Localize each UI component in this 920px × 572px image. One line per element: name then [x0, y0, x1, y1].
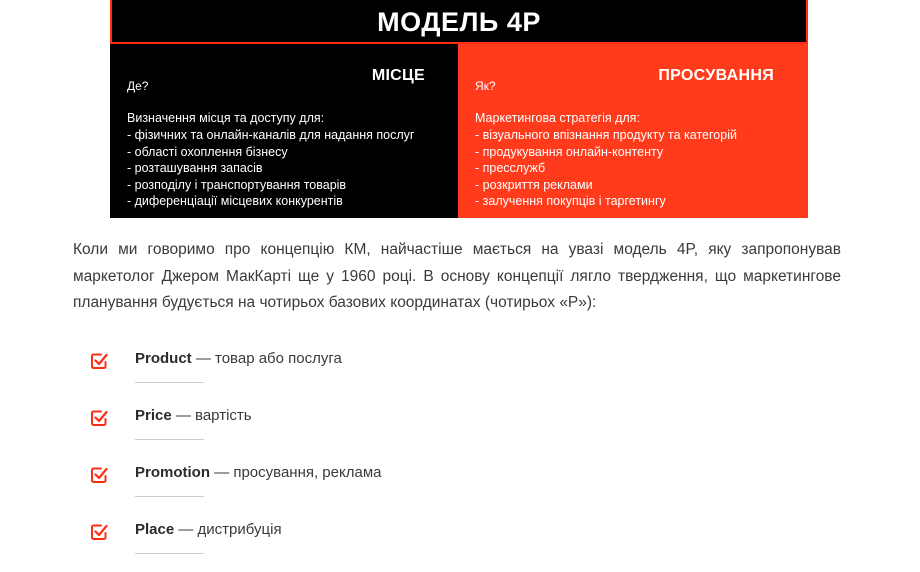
place-list-item: - фізичних та онлайн-каналів для надання послуг — [127, 128, 415, 142]
checkbox-check-icon — [90, 523, 108, 541]
promotion-lead: Маркетингова стратегія для: — [475, 111, 640, 125]
place-lead: Визначення місця та доступу для: — [127, 111, 325, 125]
promotion-list-item: - розкриття реклами — [475, 177, 593, 192]
checklist-desc: — просування, реклама — [210, 464, 382, 481]
checkbox-check-icon — [90, 352, 108, 370]
checklist-desc: — товар або послуга — [191, 350, 342, 367]
checklist-term: Product — [135, 350, 192, 367]
place-question: Де? — [127, 79, 149, 93]
promotion-list-item: - продукування онлайн-контенту — [475, 144, 664, 159]
checklist-item — [90, 519, 490, 572]
checklist-divider — [135, 553, 204, 554]
place-panel — [110, 44, 458, 218]
intro-paragraph: Коли ми говоримо про концепцію КМ, найчастіше мається на увазі модель 4P, яку запропонував маркетолог Джером МакКарті ще у 1960 році. В основу концепції лягло твердження, що маркетингове планування будується на чотирьох базових координатах (чотирьох «P»): — [73, 241, 841, 311]
promotion-question: Як? — [475, 79, 496, 93]
promotion-heading: ПРОСУВАННЯ — [658, 67, 774, 84]
checklist-divider — [135, 496, 204, 497]
place-list — [127, 127, 414, 210]
four-p-checklist — [90, 348, 490, 572]
checklist-desc: — вартість — [171, 407, 252, 424]
promotion-list-item: - візуального впізнання продукту та категорій — [475, 128, 737, 142]
promotion-list — [475, 127, 737, 210]
checkbox-check-icon — [90, 409, 108, 427]
checklist-text — [135, 350, 342, 367]
checklist-text — [135, 464, 381, 481]
checklist-item — [90, 405, 490, 462]
promotion-list-item: - пресслужб — [475, 161, 546, 175]
checklist-text — [135, 407, 252, 424]
checklist-desc: — дистрибуція — [174, 521, 282, 538]
checklist-divider — [135, 439, 204, 440]
banner-title: МОДЕЛЬ 4P — [110, 0, 808, 44]
checklist-term: Promotion — [135, 464, 210, 481]
checklist-divider — [135, 382, 204, 383]
place-list-item: - розподілу і транспортування товарів — [127, 177, 347, 192]
place-list-item: - області охоплення бізнесу — [127, 144, 288, 159]
place-heading: МІСЦЕ — [371, 67, 425, 84]
checklist-item — [90, 462, 490, 519]
place-list-item: - диференціації місцевих конкурентів — [127, 194, 343, 208]
checkbox-check-icon — [90, 466, 108, 484]
promotion-panel — [458, 44, 808, 218]
checklist-text — [135, 521, 282, 538]
promotion-list-item: - залучення покупців і таргетингу — [475, 194, 666, 208]
model-4p-banner — [110, 0, 808, 218]
checklist-term: Place — [135, 521, 175, 538]
checklist-item — [90, 348, 490, 405]
checklist-term: Price — [135, 407, 172, 424]
place-list-item: - розташування запасів — [127, 161, 263, 175]
